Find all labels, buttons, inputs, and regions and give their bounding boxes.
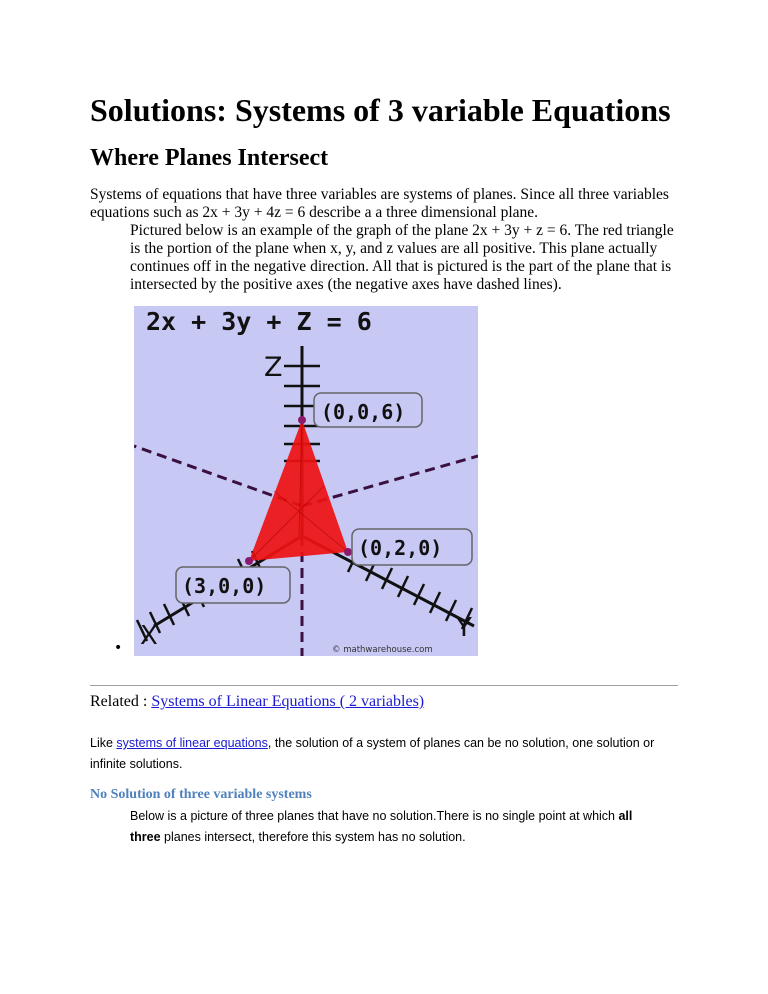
list-bullet: • [114, 640, 123, 656]
horizontal-divider [90, 685, 678, 686]
plane-graph-figure [134, 306, 478, 656]
related-line [90, 693, 424, 711]
no-solution-heading: No Solution of three variable systems [90, 787, 312, 802]
no-solution-bold-all: all [618, 809, 633, 823]
point-z-dot [298, 416, 306, 424]
section-heading: Where Planes Intersect [90, 145, 329, 171]
no-solution-bold-three: three [130, 830, 161, 844]
z-axis-label: Z [264, 352, 283, 383]
linear-equations-link[interactable]: systems of linear equations [116, 736, 268, 750]
solutions-paragraph [90, 733, 690, 775]
point-x-dot [245, 557, 253, 565]
point-x-label: (3,0,0) [182, 574, 267, 598]
like-rest: , the solution of a system of planes can be no solution, one solution or infinite solutions. [90, 736, 655, 771]
related-prefix: Related : [90, 693, 152, 710]
no-solution-paragraph [130, 806, 690, 848]
equation-label: 2x + 3y + Z = 6 [146, 307, 372, 336]
no-solution-text-a: Below is a picture of three planes that have no solution.There is no single point at which [130, 809, 619, 823]
no-solution-text-b: planes intersect, therefore this system has no solution. [160, 830, 466, 844]
related-link[interactable]: Systems of Linear Equations ( 2 variables) [151, 693, 425, 710]
point-z-label: (0,0,6) [321, 400, 406, 424]
intro-paragraph: Systems of equations that have three variables are systems of planes. Since all three variables equations such as 2x + 3y + 4z = 6 describe a a three dimensional plane. [90, 186, 669, 221]
point-y-label: (0,2,0) [358, 536, 443, 560]
point-y-dot [344, 548, 352, 556]
page-title: Solutions: Systems of 3 variable Equations [90, 92, 671, 128]
y-axis-label: Y [456, 613, 472, 643]
credit-label: © mathwarehouse.com [332, 645, 433, 655]
plane-graph [134, 306, 478, 656]
x-axis-label: X [140, 621, 158, 651]
like-prefix: Like [90, 736, 117, 750]
figure-description: Pictured below is an example of the graph of the plane 2x + 3y + z = 6. The red triangle is the portion of the plane when x, y, and z values are all positive. This plane actually continues off in the negative direction. All that is pictured is the part of the plane that is intersected by the positive axes (the negative axes have dashed lines). [130, 222, 674, 293]
